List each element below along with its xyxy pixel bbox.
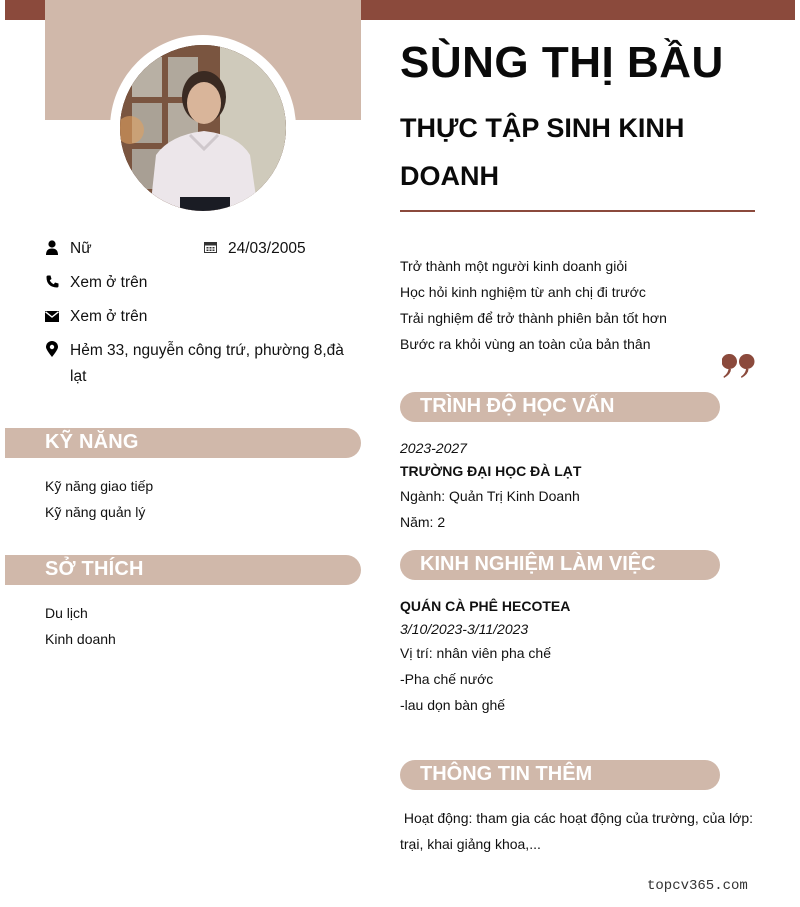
skill-item: Kỹ năng quản lý <box>45 504 146 520</box>
skills-list <box>45 473 153 525</box>
education-entry <box>400 437 581 535</box>
map-marker-icon <box>45 341 59 357</box>
hobbies-header <box>5 555 361 585</box>
hobby-item: Du lịch <box>45 605 88 621</box>
company-name: QUÁN CÀ PHÊ HECOTEA <box>400 598 571 614</box>
skill-item: Kỹ năng giao tiếp <box>45 478 154 494</box>
calendar-icon <box>203 239 217 255</box>
experience-task: -lau dọn bàn ghế <box>400 697 506 713</box>
skills-heading: KỸ NĂNG <box>45 431 139 453</box>
additional-text: Hoạt động: tham gia các hoạt động của trường, của lớp: trại, khai giảng khoa,... <box>400 810 757 852</box>
education-period: 2023-2027 <box>400 440 467 456</box>
phone-value: Xem ở trên <box>70 274 148 291</box>
gender-value: Nữ <box>70 240 92 257</box>
address-value: Hẻm 33, nguyễn công trứ, phường 8,đà lạt <box>70 342 344 385</box>
education-major: Ngành: Quản Trị Kinh Doanh <box>400 488 580 504</box>
experience-task: -Pha chế nước <box>400 671 494 687</box>
gender-row <box>45 236 92 262</box>
additional-heading: THÔNG TIN THÊM <box>420 763 593 785</box>
job-title: THỰC TẬP SINH KINH DOANH <box>400 113 685 191</box>
experience-position: Vị trí: nhân viên pha chế <box>400 645 551 661</box>
watermark: topcv365.com <box>647 878 748 894</box>
education-header <box>400 392 720 422</box>
title-divider <box>400 210 755 212</box>
hobby-item: Kinh doanh <box>45 631 116 647</box>
avatar <box>120 45 286 211</box>
skills-header <box>5 428 361 458</box>
objective-item: Trở thành một người kinh doanh giỏi <box>400 258 628 274</box>
email-row <box>45 304 147 330</box>
candidate-name: SÙNG THỊ BẦU <box>400 38 724 87</box>
birthday-value: 24/03/2005 <box>228 240 306 257</box>
address-row <box>45 338 355 390</box>
objective-item: Bước ra khỏi vùng an toàn của bản thân <box>400 336 651 352</box>
hobbies-list <box>45 600 116 652</box>
objective-item: Học hỏi kinh nghiệm từ anh chị đi trước <box>400 284 646 300</box>
education-year: Năm: 2 <box>400 514 446 530</box>
experience-header <box>400 550 720 580</box>
avatar-photo <box>120 45 286 211</box>
experience-heading: KINH NGHIỆM LÀM VIỆC <box>420 553 656 575</box>
additional-header <box>400 760 720 790</box>
education-heading: TRÌNH ĐỘ HỌC VẤN <box>420 395 615 417</box>
envelope-icon <box>45 307 59 323</box>
experience-entry <box>400 594 570 718</box>
email-value: Xem ở trên <box>70 308 148 325</box>
objective-item: Trải nghiệm để trở thành phiên bản tốt hơn <box>400 310 667 326</box>
career-objective <box>400 253 667 357</box>
experience-period: 3/10/2023-3/11/2023 <box>400 621 529 637</box>
user-icon <box>45 239 59 255</box>
phone-icon <box>45 273 59 289</box>
school-name: TRƯỜNG ĐẠI HỌC ĐÀ LẠT <box>400 463 582 479</box>
hobbies-heading: SỞ THÍCH <box>45 558 144 580</box>
birthday-row <box>203 236 306 262</box>
phone-row <box>45 270 147 296</box>
